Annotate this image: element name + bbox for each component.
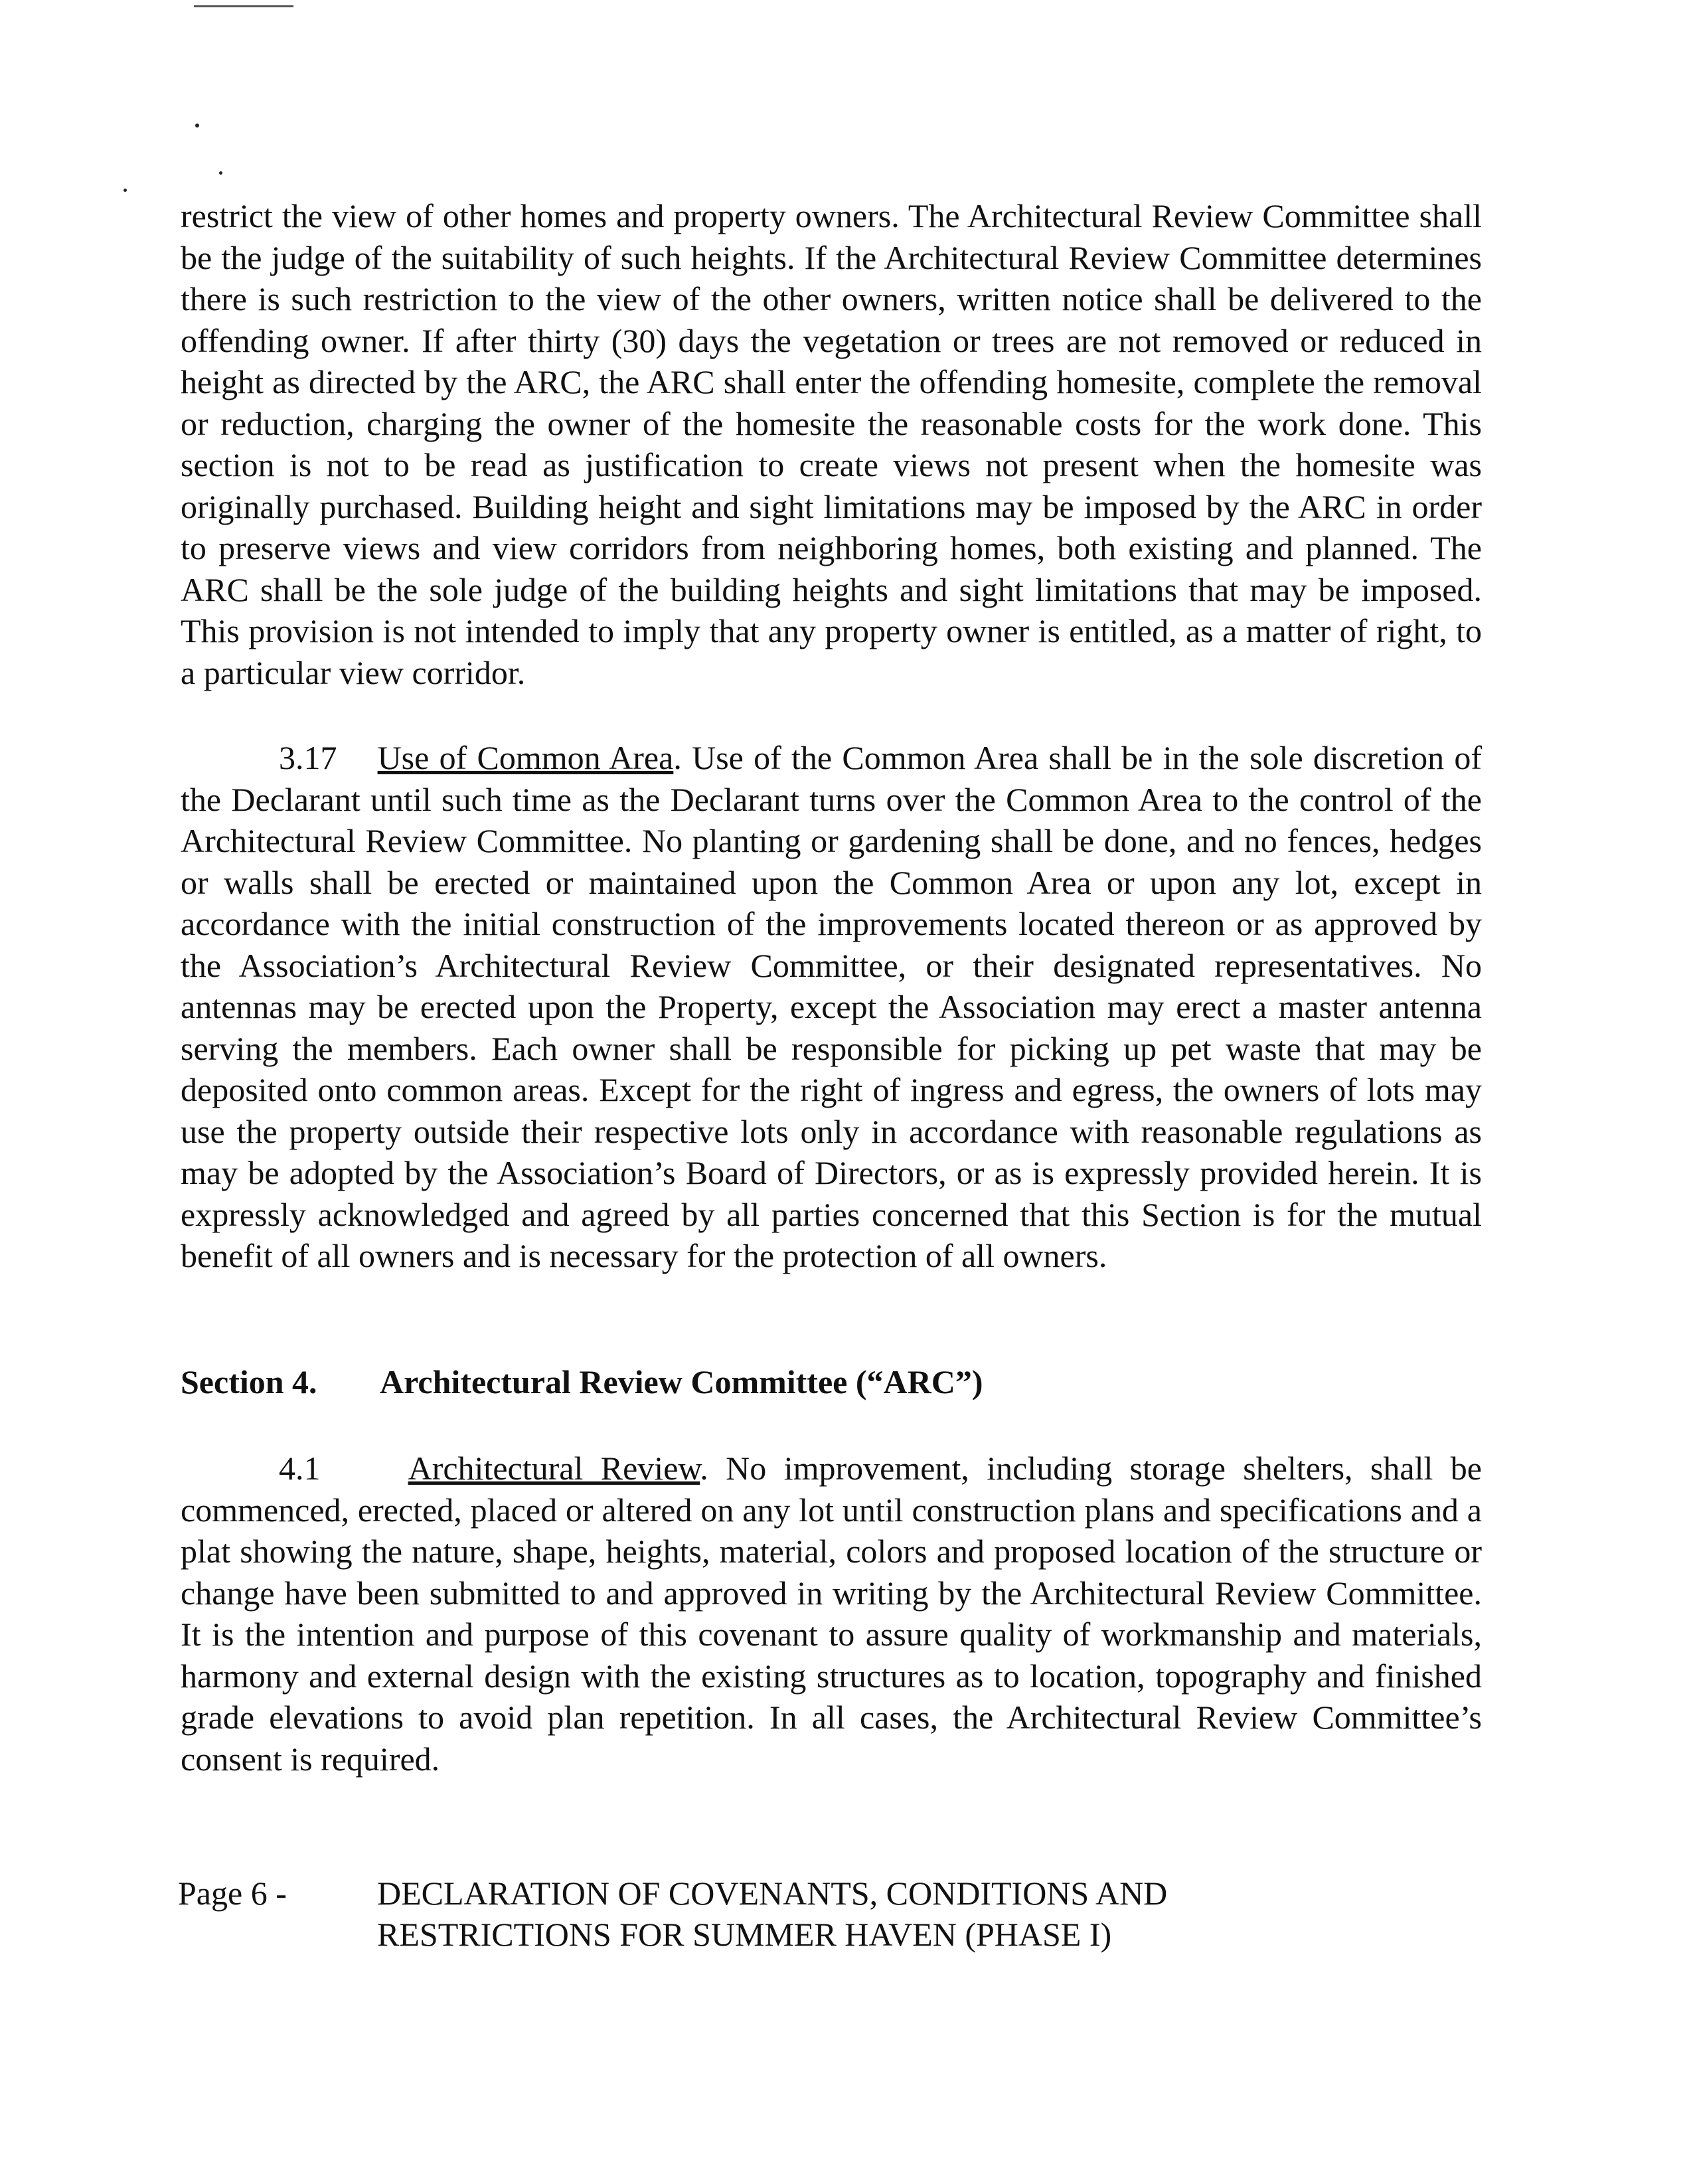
scan-speck <box>195 124 199 127</box>
continuation-paragraph: restrict the view of other homes and property owners. The Architectural Review Committee shall be the judge of the suitability of such heights. If the Architectural Review Committee determines there is such restriction to the view of the other owners, written notice shall be delivered to the offending owner. If after thirty (30) days the vegetation or trees are not removed or reduced in height as directed by the ARC, the ARC shall enter the offending homesite, complete the removal or reduction, charging the owner of the homesite the reasonable costs for the work done. This section is not to be read as justification to create views not present when the homesite was originally purchased. Building height and sight limitations may be imposed by the ARC in order to preserve views and view corridors from neighboring homes, both existing and planned. The ARC shall be the sole judge of the building heights and sight limitations that may be imposed. This provision is not intended to imply that any property owner is entitled, as a matter of right, to a particular view corridor. <box>181 197 1482 691</box>
section-3-17-paragraph <box>181 737 1482 1277</box>
footer-title-line-1: DECLARATION OF COVENANTS, CONDITIONS AND <box>377 1875 1168 1912</box>
footer-document-title <box>377 1873 1167 1955</box>
scan-speck <box>219 171 222 175</box>
section-3-17-number: 3.17 <box>279 739 337 776</box>
page-footer <box>178 1873 1167 1955</box>
scan-artifact-line <box>194 5 293 7</box>
footer-page-number: Page 6 - <box>178 1875 287 1912</box>
section-4-1-number: 4.1 <box>279 1450 321 1487</box>
section-3-17-title: Use of Common Area <box>377 739 674 776</box>
section-4-1-body: . No improvement, including storage shelters, shall be commenced, erected, placed or altered on any lot until construction plans and specifications and a plat showing the nature, shape, heights, material, colors and proposed location of the structure or change have been submitted to and approved in writing by the Architectural Review Committee. It is the intention and purpose of this covenant to assure quality of workmanship and materials, harmony and external design with the existing structures as to location, topography and finished grade elevations to avoid plan repetition. In all cases, the Architectural Review Committee’s consent is required. <box>181 1450 1483 1778</box>
section-4-title: Architectural Review Committee (“ARC”) <box>380 1363 983 1400</box>
section-3-17-body: . Use of the Common Area shall be in the sole discretion of the Declarant until such time as the Declarant turns over the Common Area to the control of the Architectural Review Committee. No planting or gardening shall be done, and no fences, hedges or walls shall be erected or maintained upon the Common Area or upon any lot, except in accordance with the initial construction of the improvements located thereon or as approved by the Association’s Architectural Review Committee, or their designated representatives. No antennas may be erected upon the Property, except the Association may erect a master antenna serving the members. Each owner shall be responsible for picking up pet waste that may be deposited onto common areas. Except for the right of ingress and egress, the owners of lots may use the property outside their respective lots only in accordance with reasonable regulations as may be adopted by the Association’s Board of Directors, or as is expressly provided herein. It is expressly acknowledged and agreed by all parties concerned that this Section is for the mutual benefit of all owners and is necessary for the protection of all owners. <box>181 739 1482 1274</box>
scan-speck <box>123 189 127 192</box>
section-4-number: Section 4. <box>181 1363 317 1400</box>
section-4-1-title: Architectural Review <box>408 1450 700 1487</box>
section-4-1-paragraph <box>181 1448 1482 1780</box>
footer-title-line-2: RESTRICTIONS FOR SUMMER HAVEN (PHASE I) <box>377 1916 1112 1953</box>
section-4-heading <box>181 1363 983 1401</box>
